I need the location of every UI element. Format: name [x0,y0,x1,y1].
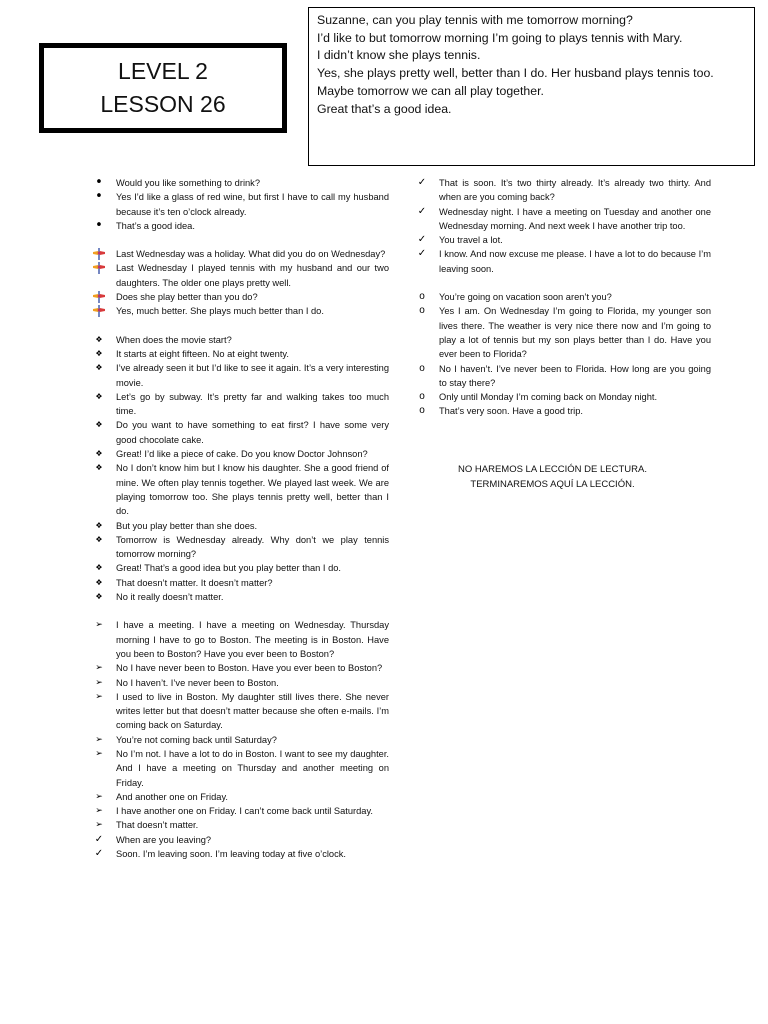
circle-bullet-icon [415,290,429,304]
list-item: ➢ No I haven’t. I’ve never been to Boston. [92,676,389,690]
list-item: ➢ I used to live in Boston. My daughter still lives there. She never writes letter but that doesn’t matter because she often e-mails. I’m coming back on Saturday. [92,690,389,733]
list-item: ➢ No I’m not. I have a lot to do in Boston. I want to see my daughter. And I have a meeting on Thursday and another meeting on Friday. [92,747,389,790]
list-item: ❖ That doesn’t matter. It doesn’t matter? [92,576,389,590]
list-item: o Only until Monday I’m coming back on Monday night. [415,390,711,404]
dialog-box [308,7,755,166]
bullet-dot-icon [92,219,106,234]
list-item: Yes, much better. She plays much better than I do. [92,304,389,318]
circle-bullet-icon [415,362,429,376]
check-bullet-icon [415,233,429,247]
note-line: TERMINAREMOS AQUÍ LA LECCIÓN. [470,479,635,490]
list-item: ➢ You’re not coming back until Saturday? [92,733,389,747]
check-bullet-icon [415,205,429,219]
list-item: Last Wednesday was a holiday. What did you do on Wednesday? [92,247,389,261]
lesson-title-box [39,43,287,133]
diamond-bullet-icon [92,533,106,547]
diamond-bullet-icon [92,590,106,604]
list-item: ➢ And another one on Friday. [92,790,389,804]
arrow-bullet-icon [92,733,106,747]
diamond-bullet-icon [92,576,106,590]
list-item: ❖ Let’s go by subway. It’s pretty far and walking takes too much time. [92,390,389,419]
list-item: Last Wednesday I played tennis with my husband and our two daughters. The older one plays pretty well. [92,261,389,290]
check-bullet-icon [415,176,429,190]
bullet-dot-icon [92,190,106,205]
circle-group [415,290,711,419]
list-item: ✓ You travel a lot. [415,233,711,247]
arrow-group [92,618,389,832]
arrow-bullet-icon [92,790,106,804]
arrow-bullet-icon [92,804,106,818]
list-item: • That’s a good idea. [92,219,389,233]
list-item: ✓ That is soon. It’s two thirty already. It’s already two thirty. And when are you coming back? [415,176,711,205]
level-title: LEVEL 2 [118,58,208,84]
arrow-bullet-icon [92,690,106,704]
dialog-line: Yes, she plays pretty well, better than I do. Her husband plays tennis too. [317,66,714,81]
list-item: ➢ I have a meeting. I have a meeting on Wednesday. Thursday morning I have to go to Boston. The meeting is in Boston. Have you been to Boston? Have you ever been to Boston? [92,618,389,661]
diamond-bullet-icon [92,447,106,461]
check-bullet-icon [415,247,429,261]
dot-group [92,176,389,233]
dialog-line: Maybe tomorrow we can all play together. [317,83,544,98]
note-line: NO HAREMOS LA LECCIÓN DE LECTURA. [458,464,647,475]
diamond-bullet-icon [92,361,106,375]
flag-group [92,247,389,318]
check-bullet-icon [92,847,106,861]
right-column [415,176,711,419]
list-item: ❖ But you play better than she does. [92,519,389,533]
left-column [92,176,389,861]
list-item: o Yes I am. On Wednesday I’m going to Florida, my younger son lives there. The weather is very nice there now and I’m going to play a lot of tennis but my son plays better than I do. Have you ever been to Florida? [415,304,711,361]
closing-note [415,462,690,492]
dialog-line: I didn’t know she plays tennis. [317,48,481,63]
list-item: ❖ I’ve already seen it but I’d like to see it again. It’s a very interesting movie. [92,361,389,390]
list-item: ✓ Wednesday night. I have a meeting on Tuesday and another one Wednesday morning. And next week I have another trip too. [415,205,711,234]
flag-bullet-icon [92,247,106,261]
list-item: ✓ Soon. I’m leaving soon. I’m leaving today at five o’clock. [92,847,389,861]
arrow-bullet-icon [92,661,106,675]
list-item: • Yes I’d like a glass of red wine, but first I have to call my husband because it’s ten o’clock already. [92,190,389,219]
dialog-line: I’d like to but tomorrow morning I’m going to plays tennis with Mary. [317,30,683,45]
lesson-title: LESSON 26 [100,91,226,117]
list-item: o That’s very soon. Have a good trip. [415,404,711,418]
list-item: ❖ Great! That’s a good idea but you play better than I do. [92,561,389,575]
list-item: ➢ No I have never been to Boston. Have you ever been to Boston? [92,661,389,675]
arrow-bullet-icon [92,818,106,832]
list-item: ❖ It starts at eight fifteen. No at eight twenty. [92,347,389,361]
list-item: o You’re going on vacation soon aren’t you? [415,290,711,304]
flag-bullet-icon [92,290,106,304]
diamond-bullet-icon [92,519,106,533]
check-group [415,176,711,276]
list-item: o No I haven’t. I’ve never been to Florida. How long are you going to stay there? [415,362,711,391]
diamond-group [92,333,389,605]
list-item: ❖ Tomorrow is Wednesday already. Why don’t we play tennis tomorrow morning? [92,533,389,562]
dialog-line: Suzanne, can you play tennis with me tomorrow morning? [317,13,633,27]
list-item: ❖ When does the movie start? [92,333,389,347]
flag-bullet-icon [92,261,106,275]
list-item: Does she play better than you do? [92,290,389,304]
list-item: ❖ Do you want to have something to eat first? I have some very good chocolate cake. [92,418,389,447]
circle-bullet-icon [415,404,429,418]
arrow-bullet-icon [92,747,106,761]
dialog-line: Great that’s a good idea. [317,101,452,116]
diamond-bullet-icon [92,418,106,432]
diamond-bullet-icon [92,333,106,347]
diamond-bullet-icon [92,390,106,404]
arrow-bullet-icon [92,676,106,690]
check-bullet-icon [92,833,106,847]
list-item: • Would you like something to drink? [92,176,389,190]
circle-bullet-icon [415,390,429,404]
list-item: ➢ I have another one on Friday. I can’t come back until Saturday. [92,804,389,818]
list-item: ❖ No I don’t know him but I know his daughter. She a good friend of mine. We often play tennis together. We played last week. We are playing tomorrow too. She plays tennis pretty well, better than I do. [92,461,389,518]
flag-bullet-icon [92,304,106,318]
list-item: ✓ When are you leaving? [92,833,389,847]
list-item: ➢ That doesn’t matter. [92,818,389,832]
circle-bullet-icon [415,304,429,318]
diamond-bullet-icon [92,347,106,361]
diamond-bullet-icon [92,461,106,475]
list-item: ❖ Great! I’d like a piece of cake. Do you know Doctor Johnson? [92,447,389,461]
check-group [92,833,389,862]
diamond-bullet-icon [92,561,106,575]
arrow-bullet-icon [92,618,106,632]
list-item: ❖ No it really doesn’t matter. [92,590,389,604]
list-item: ✓ I know. And now excuse me please. I have a lot to do because I’m leaving soon. [415,247,711,276]
